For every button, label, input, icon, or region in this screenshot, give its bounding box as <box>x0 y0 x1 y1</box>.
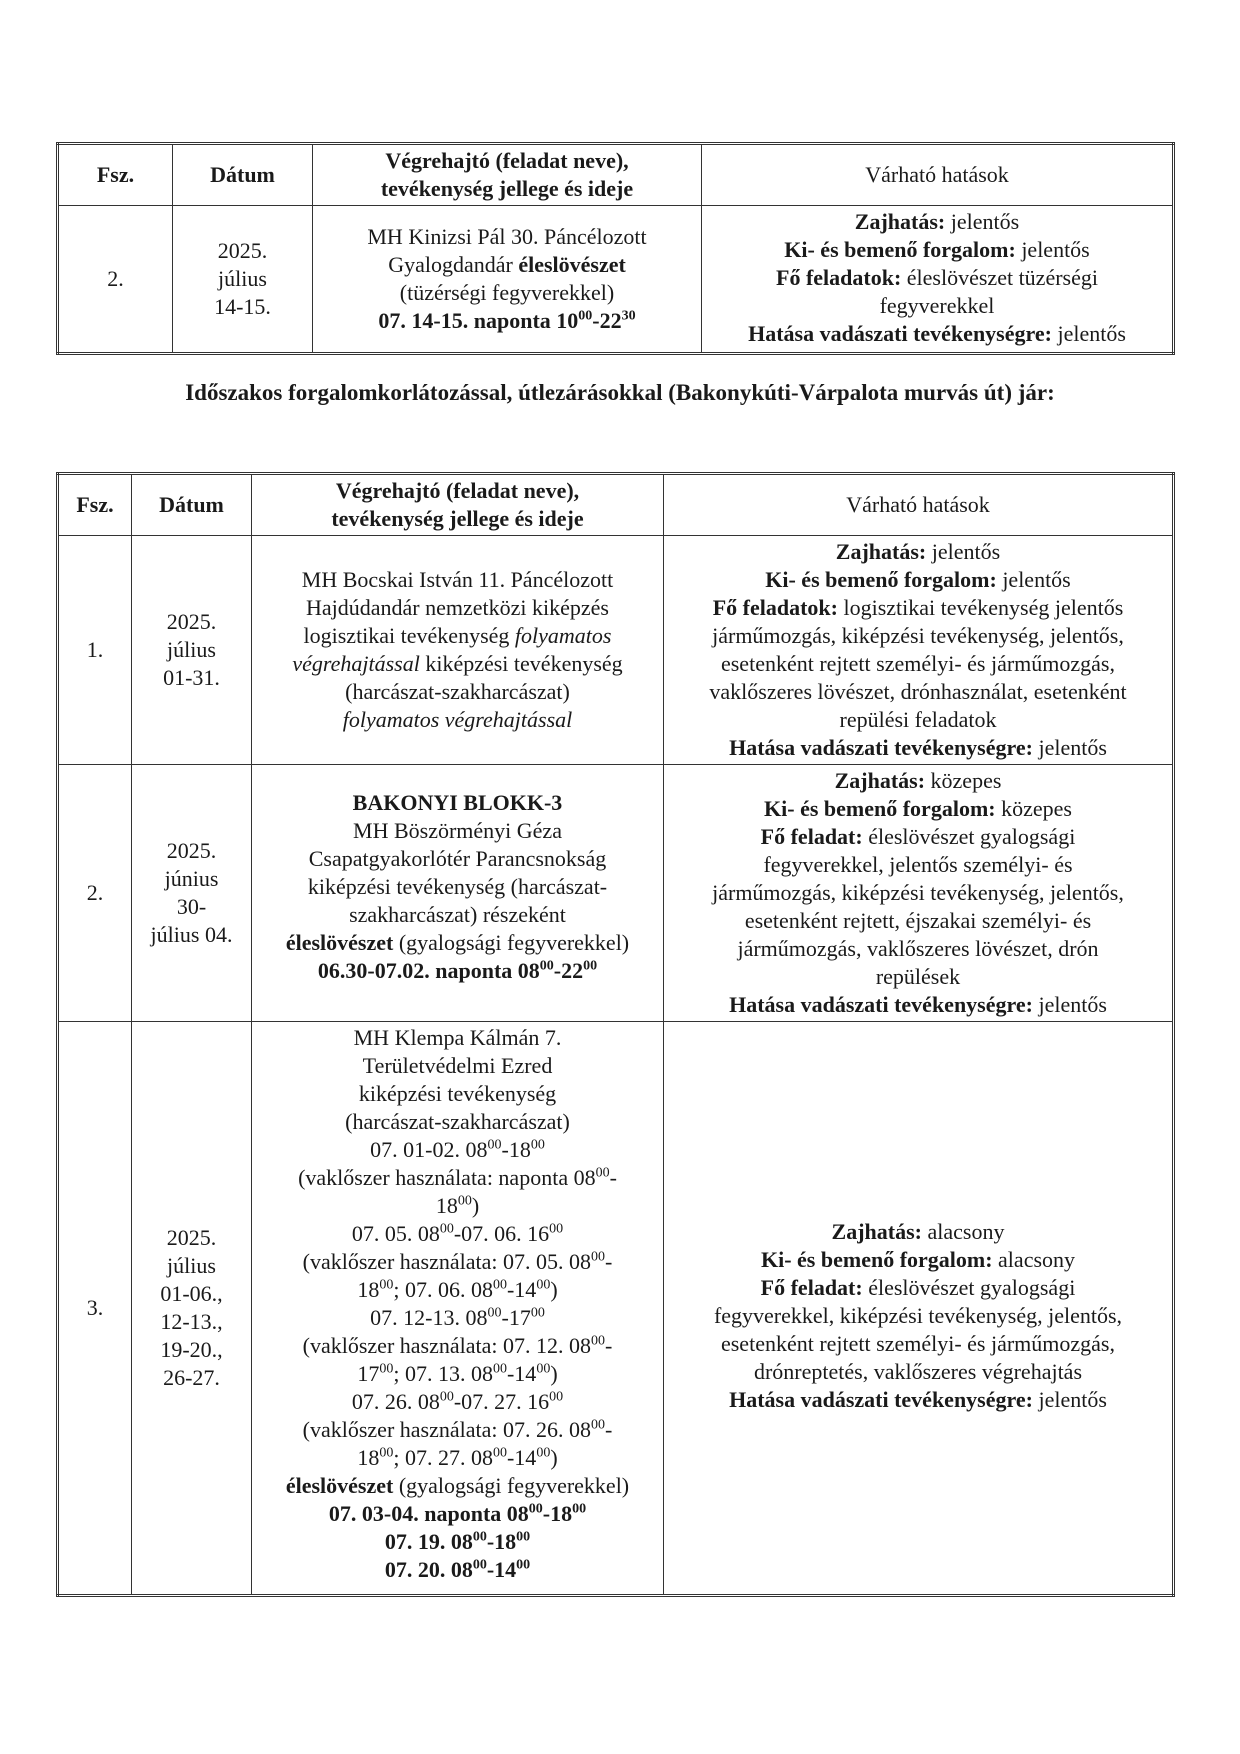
date-line: 2025. <box>166 609 217 634</box>
executor-line: kiképzési tevékenység <box>358 1081 557 1106</box>
date-line: 01-06., <box>160 1281 223 1306</box>
header-num: Fsz. <box>58 144 173 206</box>
effect-traffic: Ki- és bemenő forgalom: jelentős <box>784 237 1090 262</box>
executor-line: Területvédelmi Ezred <box>362 1053 553 1078</box>
row-executor <box>252 765 664 1022</box>
executor-line: $18^{00}$; 07. 06. $08^{00}-14^{00}$) <box>357 1277 558 1302</box>
executor-time: 07. 14-15. naponta $10^{00}-22^{30}$ <box>378 308 636 333</box>
executor-line: 07. 26. $08^{00}-07$. 27. $16^{00}$ <box>351 1389 564 1414</box>
effect-tasks: Fő feladat: éleslövészet gyalogsági <box>760 824 1076 849</box>
executor-line: 07. 01-02. $08^{00}-18^{00}$ <box>370 1137 545 1162</box>
executor-line: (harcászat-szakharcászat) <box>345 679 570 704</box>
schedule-table-2 <box>56 472 1175 1597</box>
row-effects <box>664 536 1174 765</box>
effect-hunting: Hatása vadászati tevékenységre: jelentős <box>729 1387 1107 1412</box>
date-line: 26-27. <box>163 1365 220 1390</box>
executor-line: folyamatos végrehajtással <box>342 707 573 732</box>
header-effects: Várható hatások <box>664 474 1174 536</box>
table-row <box>58 206 1174 354</box>
header-executor <box>313 144 702 206</box>
executor-line: éleslövészet (gyalogsági fegyverekkel) <box>285 1473 630 1498</box>
executor-line: logisztikai tevékenység folyamatos <box>303 623 612 648</box>
executor-line: (vaklőszer használata: 07. 26. $08^{00}-$ <box>302 1417 613 1442</box>
effect-tasks-cont: esetenként rejtett, éjszakai személyi- és <box>744 908 1092 933</box>
executor-line: MH Kinizsi Pál 30. Páncélozott <box>367 224 647 249</box>
executor-line: Hajdúdandár nemzetközi kiképzés <box>306 595 609 620</box>
date-line: július 04. <box>150 922 233 947</box>
table-header-row <box>58 474 1174 536</box>
header-executor <box>252 474 664 536</box>
effect-tasks-cont: esetenként rejtett személyi- és járműmozgás, <box>720 651 1115 676</box>
effect-hunting: Hatása vadászati tevékenységre: jelentős <box>748 321 1126 346</box>
row-executor <box>252 1022 664 1596</box>
row-date <box>132 765 252 1022</box>
executor-line: szakharcászat) részeként <box>349 902 566 927</box>
row-effects <box>664 765 1174 1022</box>
executor-line: MH Bocskai István 11. Páncélozott <box>301 567 614 592</box>
date-line: 2025. <box>166 838 217 863</box>
date-line: 19-20., <box>160 1337 223 1362</box>
effect-tasks-cont: fegyverekkel <box>879 293 995 318</box>
table-header-row <box>58 144 1174 206</box>
effect-tasks-cont: repülések <box>875 964 961 989</box>
row-executor <box>313 206 702 354</box>
date-line: július <box>167 1253 216 1278</box>
executor-line: (vaklőszer használata: naponta $08^{00}-$ <box>298 1165 617 1190</box>
date-line: 2025. <box>217 238 268 263</box>
executor-line: $18^{00}$) <box>435 1193 480 1218</box>
row-date <box>173 206 313 354</box>
executor-line: végrehajtással kiképzési tevékenység <box>292 651 623 676</box>
header-executor-line2: tevékenység jellege és ideje <box>380 176 634 201</box>
date-line: 12-13., <box>160 1309 223 1334</box>
header-effects: Várható hatások <box>702 144 1174 206</box>
effect-tasks-cont: fegyverekkel, kiképzési tevékenység, jelentős, <box>713 1303 1123 1328</box>
executor-time: 07. 20. $08^{00}-14^{00}$ <box>384 1557 531 1582</box>
effect-noise: Zajhatás: alacsony <box>831 1219 1005 1244</box>
date-line: 01-31. <box>163 665 220 690</box>
row-executor <box>252 536 664 765</box>
executor-line: 07. 12-13. $08^{00}-17^{00}$ <box>370 1305 545 1330</box>
header-date: Dátum <box>173 144 313 206</box>
executor-line: Csapatgyakorlótér Parancsnokság <box>308 846 607 871</box>
effect-hunting: Hatása vadászati tevékenységre: jelentős <box>729 992 1107 1017</box>
effect-tasks-cont: esetenként rejtett személyi- és járműmozgás, <box>720 1331 1115 1356</box>
effect-traffic: Ki- és bemenő forgalom: alacsony <box>760 1247 1076 1272</box>
row-date <box>132 536 252 765</box>
date-line: június <box>164 866 219 891</box>
table-row <box>58 536 1174 765</box>
effect-tasks: Fő feladatok: éleslövészet tüzérségi <box>776 265 1098 290</box>
date-line: 14-15. <box>214 294 271 319</box>
schedule-table-1 <box>56 142 1175 355</box>
executor-line: (vaklőszer használata: 07. 12. $08^{00}-$ <box>302 1333 613 1358</box>
effect-tasks-cont: járműmozgás, vaklőszeres lövészet, drón <box>737 936 1099 961</box>
executor-time: 07. 03-04. naponta $08^{00}-18^{00}$ <box>328 1501 587 1526</box>
effect-tasks-cont: fegyverekkel, jelentős személyi- és <box>763 852 1073 877</box>
row-effects <box>664 1022 1174 1596</box>
executor-line: MH Klempa Kálmán 7. <box>353 1025 562 1050</box>
row-num: 3. <box>58 1022 132 1596</box>
executor-line: (harcászat-szakharcászat) <box>345 1109 570 1134</box>
row-effects <box>702 206 1174 354</box>
date-line: július <box>218 266 267 291</box>
row-num: 2. <box>58 765 132 1022</box>
effect-tasks-cont: vaklőszeres lövészet, drónhasználat, esetenként <box>709 679 1127 704</box>
row-date <box>132 1022 252 1596</box>
date-line: július <box>167 637 216 662</box>
header-executor-line2: tevékenység jellege és ideje <box>331 506 584 531</box>
executor-time: 07. 19. $08^{00}-18^{00}$ <box>384 1529 531 1554</box>
header-date: Dátum <box>132 474 252 536</box>
executor-line: 07. 05. $08^{00}-07$. 06. $16^{00}$ <box>351 1221 564 1246</box>
executor-line: (tüzérségi fegyverekkel) <box>399 280 615 305</box>
executor-line: (vaklőszer használata: 07. 05. $08^{00}-$ <box>302 1249 613 1274</box>
table-row <box>58 1022 1174 1596</box>
date-line: 2025. <box>166 1225 217 1250</box>
effect-tasks-cont: járműmozgás, kiképzési tevékenység, jelentős, <box>712 880 1124 905</box>
effect-tasks-cont: járműmozgás, kiképzési tevékenység, jelentős, <box>712 623 1124 648</box>
effect-tasks-cont: repülési feladatok <box>839 707 997 732</box>
effect-traffic: Ki- és bemenő forgalom: közepes <box>764 796 1072 821</box>
executor-time: 06.30-07.02. naponta $08^{00}-22^{00}$ <box>317 958 598 983</box>
effect-noise: Zajhatás: közepes <box>834 768 1002 793</box>
executor-line: éleslövészet (gyalogsági fegyverekkel) <box>285 930 630 955</box>
effect-traffic: Ki- és bemenő forgalom: jelentős <box>765 567 1071 592</box>
row-num: 2. <box>58 206 173 354</box>
executor-line: $18^{00}$; 07. 27. $08^{00}-14^{00}$) <box>357 1445 558 1470</box>
effect-tasks: Fő feladatok: logisztikai tevékenység jelentős <box>712 595 1124 620</box>
date-line: 30- <box>176 894 207 919</box>
section-heading: Időszakos forgalomkorlátozással, útlezárásokkal (Bakonykúti-Várpalota murvás út) jár: <box>185 380 1055 405</box>
effect-hunting: Hatása vadászati tevékenységre: jelentős <box>729 735 1107 760</box>
executor-line: MH Böszörményi Géza <box>353 818 562 843</box>
row-num: 1. <box>58 536 132 765</box>
header-executor-line1: Végrehajtó (feladat neve), <box>385 148 629 173</box>
executor-line: kiképzési tevékenység (harcászat- <box>307 874 608 899</box>
header-num: Fsz. <box>58 474 132 536</box>
executor-line: Gyalogdandár éleslövészet <box>388 252 626 277</box>
executor-line: $17^{00}$; 07. 13. $08^{00}-14^{00}$) <box>357 1361 558 1386</box>
header-executor-line1: Végrehajtó (feladat neve), <box>335 478 580 503</box>
effect-noise: Zajhatás: jelentős <box>835 539 1001 564</box>
effect-tasks: Fő feladat: éleslövészet gyalogsági <box>760 1275 1076 1300</box>
effect-noise: Zajhatás: jelentős <box>854 209 1020 234</box>
table-row <box>58 765 1174 1022</box>
effect-tasks-cont: drónreptetés, vaklőszeres végrehajtás <box>753 1359 1083 1384</box>
executor-line: BAKONYI BLOKK-3 <box>352 790 563 815</box>
